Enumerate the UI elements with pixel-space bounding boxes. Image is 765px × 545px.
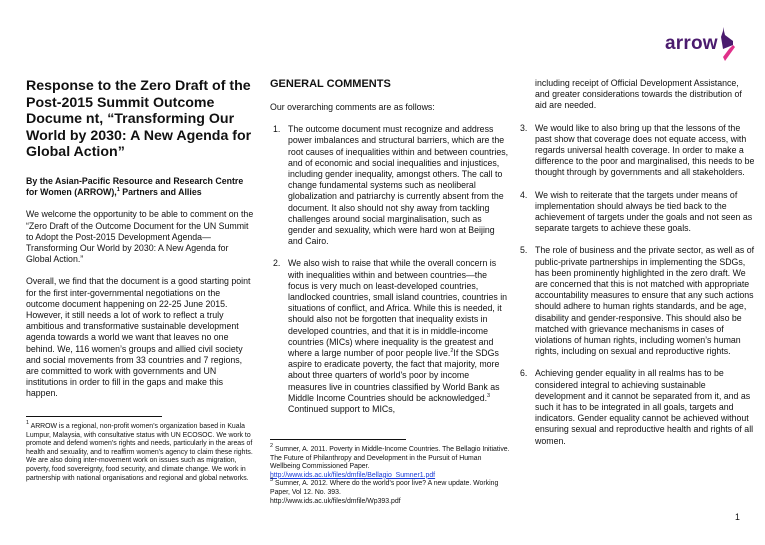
comment-item-2 xyxy=(270,258,510,415)
arrow-logo-icon xyxy=(719,27,737,61)
left-column xyxy=(26,78,254,400)
intro-paragraph: We welcome the opportunity to be able to comment on the “Zero Draft of the Outcome Document for the UN Summit to Adopt the Post-2015 Development Agenda—Transforming Our World by 2030: A New Agenda for Global Action.” xyxy=(26,209,254,265)
byline xyxy=(26,176,254,198)
item-text-part: We also wish to raise that while the overall concern is with inequalities within and between countries—the focus is very much on least-developed countries, landlocked countries, small island countries, countries in situations of conflict, and Africa. While this is needed, it should also not be forgotten that inequality exists in developed countries, and that it is in middle-income countries (MICs) where inequality is the greatest and where a large number of poor people live. xyxy=(288,258,508,359)
byline-text-end: Partners and Allies xyxy=(119,187,202,198)
item-text: The outcome document must recognize and address power imbalances and structural barriers, which are the root causes of inequalities within and between countries, and of economic and social inequalities and injustices, including gender inequality, amongst others. The call to change fundamental systems such as neoliberal globalization and patriarchy is currently absent from the document. It also should not shy away from tackling challenges around social marginalisation, such as gender and sexuality, which were hard won at Beijing and Cairo. xyxy=(288,124,509,247)
comment-item-2-continuation: including receipt of Official Development Assistance, and greater considerations towards the distribution of aid are needed. xyxy=(535,78,742,111)
comment-item-5 xyxy=(517,245,755,357)
comment-item-4 xyxy=(517,190,755,235)
item-text: We wish to reiterate that the targets under means of implementation should always be tied back to the achievement of targets under the goals and not seen as separate targets to achieve these goals. xyxy=(535,189,753,234)
footnote-mark: 2 xyxy=(270,443,274,449)
footnote-2 xyxy=(270,443,510,506)
footnote-url-wp393: http://www.ids.ac.uk/files/dmfile/Wp393.pdf xyxy=(270,497,401,505)
item-number: 2. xyxy=(273,258,281,269)
item-number: 5. xyxy=(520,245,528,256)
section-heading: GENERAL COMMENTS xyxy=(270,78,391,90)
comment-item-6 xyxy=(517,368,755,446)
item-text-part: Continued support to MICs, xyxy=(288,404,396,415)
item-number: 1. xyxy=(273,124,281,135)
item-number: 4. xyxy=(520,189,528,200)
footnote-text: Sumner, A. 2011. Poverty in Middle-Income Countries. The Bellagio Initiative. The Future of Philanthropy and Development in the Pursuit of Human Wellbeing Commissioned Paper. xyxy=(270,446,510,471)
footnote-ref-3[interactable]: 3 xyxy=(487,392,491,399)
footnote-link-bellagio[interactable]: http://www.ids.ac.uk/files/dmfile/Bellagio_Sumner1.pdf xyxy=(270,471,436,479)
byline-text: By the Asian-Pacific Resource and Research Centre for Women (ARROW), xyxy=(26,175,244,198)
page-number: 1 xyxy=(735,512,740,522)
item-number: 6. xyxy=(520,368,528,379)
overall-paragraph: Overall, we find that the document is a good starting point for the first inter-governmental negotiations on the outcome document happening on 22-25 June 2015. However, it still needs a lot of work to reflect a truly ambitious and transformative sustainable development agenda towards a world we want that leaves no one behind. We, 116 women’s groups and allied civil society and social movements from 33 countries and 7 regions, are committed to work with governments and UN institutions in order to fill in the gaps and make this happen. xyxy=(26,276,251,399)
item-text: We would like to also bring up that the lessons of the past show that coverage does not equate access, with regards universal health coverage. In order to make a difference to the poor and marginalised, this needs to be thought through by governments and all stakeholders. xyxy=(535,122,755,178)
comment-item-3 xyxy=(517,123,755,179)
footnote-ref-1[interactable]: 1 xyxy=(116,187,120,194)
document-title: Response to the Zero Draft of the Post-2015 Summit Outcome Docume nt, “Transforming Our World by 2030: A New Agenda for Global Action” xyxy=(26,78,252,161)
item-text-part: If the SDGs aspire to eradicate poverty, the fact that majority, more about three quarters of world's poor by income measures live in countries classified by World Bank as Middle Income Countries should be acknowledged. xyxy=(288,348,500,403)
item-text xyxy=(288,258,510,415)
footnote-text: Sumner, A. 2012. Where do the world's poor live? A new update. Working Paper, Vol 12. No. 393. xyxy=(270,480,499,496)
logo-wordmark: arrow xyxy=(665,33,718,54)
footnote-ref-2[interactable]: 2 xyxy=(450,348,454,355)
footnote-1 xyxy=(26,420,258,483)
arrow-logo xyxy=(665,26,745,62)
footnote-text: ARROW is a regional, non-profit women’s organization based in Kuala Lumpur, Malaysia, with consultative status with UN ECOSOC. We work to promote and defend women’s rights and needs, particularly in the areas of health and sexuality, and to reaffirm women’s agency to claim these rights. We are also doing inter-movement work on issues such as migration, poverty, food sovereignty, food security, and climate change. We work in partnership with national organisations and regional and global networks. xyxy=(26,423,253,482)
item-number: 3. xyxy=(520,122,528,133)
footnote-separator xyxy=(26,416,162,417)
section-intro: Our overarching comments are as follows: xyxy=(270,102,435,112)
footnote-mark: 1 xyxy=(26,420,30,426)
middle-column xyxy=(270,78,510,415)
item-text: The role of business and the private sector, as well as of public-private partnerships in implementing the SDGs, has been prominently highlighted in the zero draft. We are concerned that this is not matched with appropriate accountability measures to ensure that any such actions should adhere to human rights standards, and be age, disability and gender-responsive. This should also be matched with grievance mechanisms in cases of violations of human rights, including women’s human rights, including on sexual and reproductive rights. xyxy=(535,245,755,357)
footnote-mark: 3 xyxy=(270,477,274,484)
right-column xyxy=(517,78,755,447)
footnote-separator xyxy=(270,439,406,440)
item-text: Achieving gender equality in all realms has to be considered integral to achieving sustainable development and it cannot be separated from it, and as such it has to be integrated in all goals, targets and indicators. Gender equality cannot be achieved without ensuring sexual and reproductive health and rights of all women. xyxy=(535,368,754,446)
comment-item-1 xyxy=(270,124,510,247)
